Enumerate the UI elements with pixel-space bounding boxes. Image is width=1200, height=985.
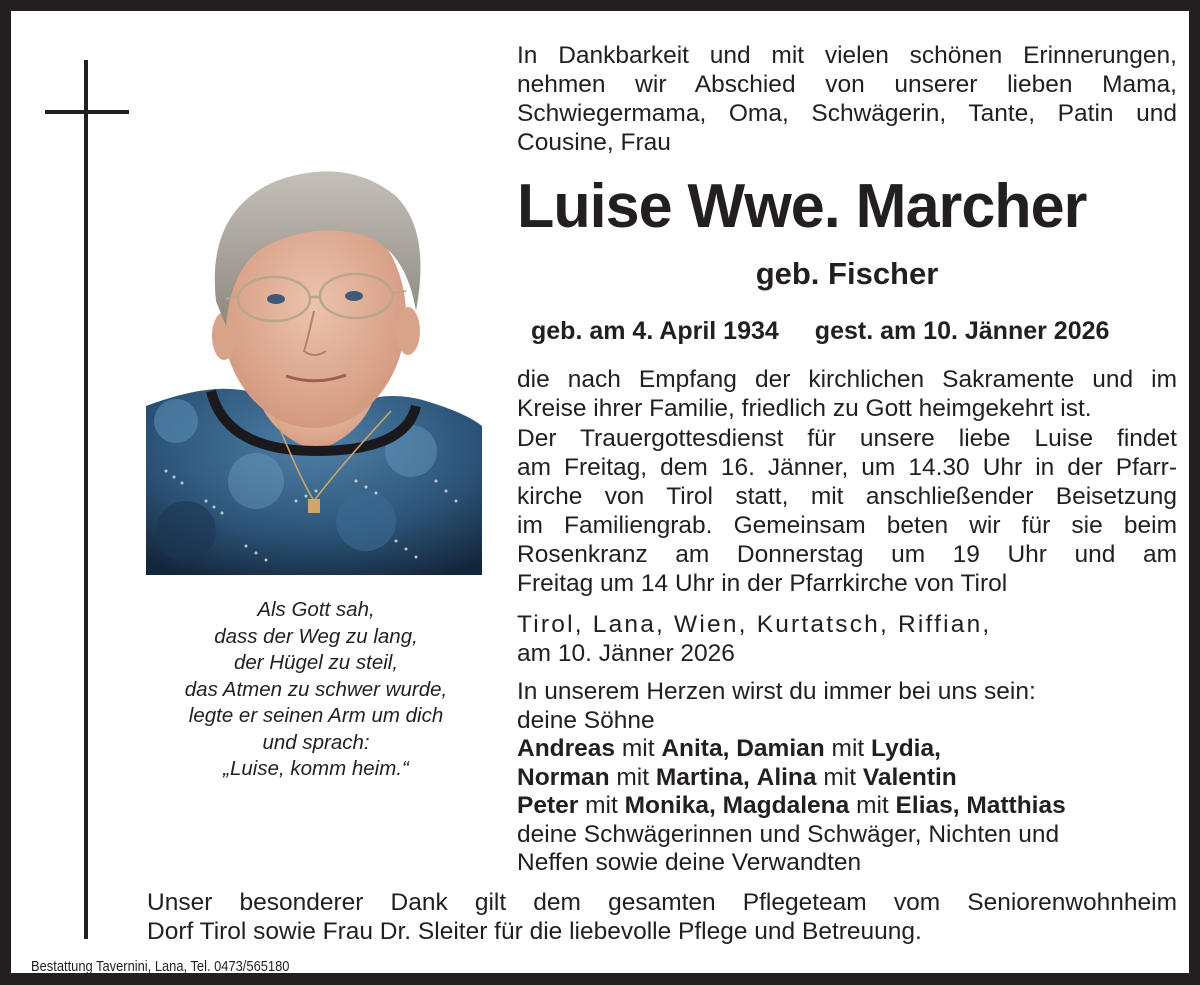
family-member: Peter	[517, 792, 579, 819]
service-paragraph	[517, 424, 1177, 598]
family-member: Magdalena	[722, 792, 850, 819]
relatives-line: Neffen sowie deine Verwandten	[517, 849, 862, 876]
heart-line: In unserem Herzen wirst du immer bei uns sein:	[517, 678, 1036, 705]
body-line: Kreise ihrer Familie, friedlich zu Gott heimgekehrt ist.	[517, 395, 1092, 422]
family-member: Alina	[756, 763, 817, 791]
maiden-name: geb. Fischer	[755, 256, 939, 291]
connector: mit	[856, 792, 889, 819]
connector: mit	[585, 792, 618, 819]
poem-line: legte er seinen Arm um dich	[188, 704, 444, 727]
portrait-image	[146, 151, 482, 575]
body-line: Freitag um 14 Uhr in der Pfarrkirche von Tirol	[517, 570, 1008, 597]
family-member: Andreas	[517, 735, 616, 762]
body-line: am Freitag, dem 16. Jänner, um 14.30 Uhr in der Pfarr-	[517, 454, 1177, 481]
connector: mit	[823, 763, 857, 791]
intro-line: nehmen wir Abschied von unserer lieben Mama,	[517, 71, 1177, 98]
poem-line: das Atmen zu schwer wurde,	[184, 677, 448, 701]
family-partner: Valentin	[862, 763, 957, 791]
poem-line: und sprach:	[262, 730, 370, 754]
cross-icon-vertical	[84, 60, 88, 939]
life-dates	[531, 314, 1109, 348]
connector: mit	[621, 735, 655, 762]
body-line: die nach Empfang der kirchlichen Sakramente und im	[517, 366, 1177, 393]
passing-paragraph	[517, 365, 1177, 423]
intro-paragraph	[517, 41, 1177, 157]
family-row	[517, 792, 1066, 821]
family-row	[517, 735, 1066, 764]
connector: mit	[831, 735, 865, 762]
family-partner: Lydia,	[871, 735, 941, 762]
family-partner: Anita,	[661, 735, 730, 762]
sons-label: deine Söhne	[517, 706, 655, 734]
intro-line: Schwiegermama, Oma, Schwägerin, Tante, Patin und	[517, 100, 1177, 127]
family-member: Norman	[517, 763, 610, 791]
funeral-home-footer: Bestattung Tavernini, Lana, Tel. 0473/565180	[31, 958, 290, 975]
birth-date: geb. am 4. April 1934	[531, 317, 779, 345]
memorial-poem	[146, 597, 486, 783]
thanks-paragraph	[147, 888, 1177, 946]
poem-line: der Hügel zu steil,	[233, 651, 399, 674]
place-date: am 10. Jänner 2026	[517, 640, 735, 667]
family-partner: Martina,	[655, 763, 750, 791]
poem-line: „Luise, komm heim.“	[223, 757, 409, 780]
family-partner: Monika,	[624, 792, 716, 819]
death-date: gest. am 10. Jänner 2026	[814, 317, 1110, 345]
intro-line: In Dankbarkeit und mit vielen schönen Erinnerungen,	[517, 42, 1177, 69]
portrait-photo	[146, 151, 482, 575]
family-member: Damian	[736, 735, 825, 762]
cross-icon-horizontal	[45, 110, 129, 114]
family-row	[517, 764, 1066, 793]
obituary-notice	[11, 11, 1189, 973]
poem-line: Als Gott sah,	[257, 598, 375, 621]
places: Tirol, Lana, Wien, Kurtatsch, Riffian,	[517, 611, 992, 638]
places-and-date	[517, 610, 991, 668]
body-line: im Familiengrab. Gemeinsam beten wir für sie beim	[517, 512, 1177, 539]
intro-line: Cousine, Frau	[517, 129, 671, 156]
body-line: kirche von Tirol statt, mit anschließender Beisetzung	[517, 483, 1177, 510]
family-partner: Elias, Matthias	[895, 792, 1066, 819]
deceased-name: Luise Wwe. Marcher	[517, 172, 1087, 241]
poem-line: dass der Weg zu lang,	[214, 624, 418, 648]
relatives-line: deine Schwägerinnen und Schwäger, Nichten und	[517, 820, 1060, 848]
family-list	[517, 678, 1066, 878]
body-line: Rosenkranz am Donnerstag um 19 Uhr und am	[517, 541, 1177, 568]
thanks-line: Unser besonderer Dank gilt dem gesamten Pflegeteam vom Seniorenwohnheim	[147, 889, 1177, 916]
connector: mit	[616, 763, 650, 791]
body-line: Der Trauergottesdienst für unsere liebe Luise findet	[517, 425, 1177, 452]
thanks-line: Dorf Tirol sowie Frau Dr. Sleiter für die liebevolle Pflege und Betreuung.	[147, 918, 922, 945]
